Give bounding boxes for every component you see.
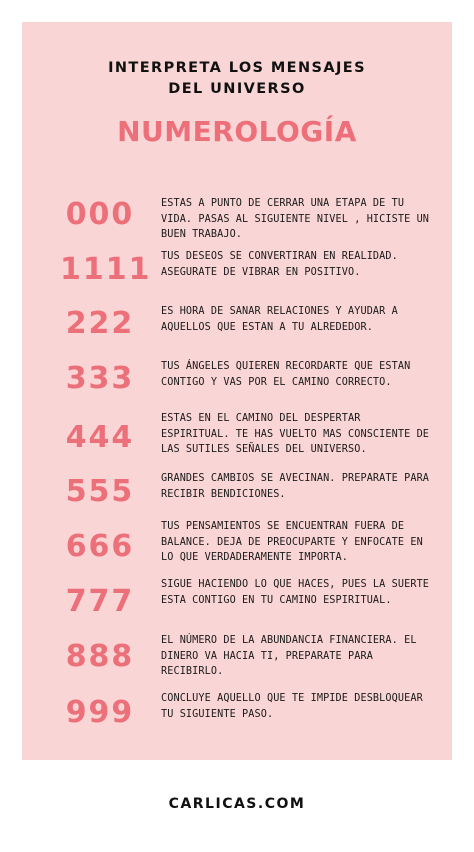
number-label: 444 [65, 420, 135, 455]
numerology-card [22, 22, 452, 760]
number-meaning: ESTAS EN EL CAMINO DEL DESPERTAR ESPIRITUAL. TE HAS VUELTO MAS CONSCIENTE DE LAS SUTILES SEÑALES DEL UNIVERSO. [161, 413, 430, 456]
header-line-1: INTERPRETA LOS MENSAJES [108, 60, 366, 76]
number-meaning: ES HORA DE SANAR RELACIONES Y AYUDAR A AQUELLOS QUE ESTAN A TU ALREDEDOR. [161, 306, 398, 333]
page-title: NUMEROLOGÍA [117, 115, 357, 148]
number-meaning: TUS ÁNGELES QUIEREN RECORDARTE QUE ESTAN CONTIGO Y VAS POR EL CAMINO CORRECTO. [161, 361, 411, 388]
list-item [22, 413, 452, 465]
list-item [22, 251, 452, 303]
list-item [22, 471, 452, 523]
list-item [22, 519, 452, 571]
number-label: 333 [65, 361, 135, 396]
number-label: 000 [65, 197, 135, 232]
number-label: 888 [65, 639, 135, 674]
header-line-2: DEL UNIVERSO [168, 81, 306, 97]
number-label: 222 [65, 306, 135, 341]
list-item [22, 579, 452, 631]
list-item [22, 691, 452, 743]
list-item [22, 197, 452, 249]
number-meaning: GRANDES CAMBIOS SE AVECINAN. PREPARATE PARA RECIBIR BENDICIONES. [161, 473, 430, 500]
number-meaning: SIGUE HACIENDO LO QUE HACES, PUES LA SUERTE ESTA CONTIGO EN TU CAMINO ESPIRITUAL. [161, 579, 430, 606]
number-label: 999 [65, 695, 135, 730]
list-item [22, 305, 452, 357]
header [22, 58, 452, 100]
number-meaning: EL NÚMERO DE LA ABUNDANCIA FINANCIERA. EL DINERO VA HACIA TI, PREPARATE PARA RECIBIRLO. [161, 635, 417, 678]
number-meaning: CONCLUYE AQUELLO QUE TE IMPIDE DESBLOQUEAR TU SIGUIENTE PASO. [161, 693, 423, 720]
list-item [22, 359, 452, 411]
site-url: CARLICAS.COM [168, 796, 306, 812]
number-meaning: ESTAS A PUNTO DE CERRAR UNA ETAPA DE TU VIDA. PASAS AL SIGUIENTE NIVEL , HICISTE UN BUEN TRABAJO. [161, 198, 430, 241]
number-label: 666 [65, 529, 135, 564]
number-meaning: TUS PENSAMIENTOS SE ENCUENTRAN FUERA DE BALANCE. DEJA DE PREOCUPARTE Y ENFOCATE EN LO QUE VERDADERAMENTE IMPORTA. [161, 521, 423, 564]
number-meaning: TUS DESEOS SE CONVERTIRAN EN REALIDAD. ASEGURATE DE VIBRAR EN POSITIVO. [161, 251, 398, 278]
number-label: 1111 [60, 252, 152, 287]
list-item [22, 635, 452, 687]
number-label: 555 [65, 474, 135, 509]
number-label: 777 [65, 584, 135, 619]
